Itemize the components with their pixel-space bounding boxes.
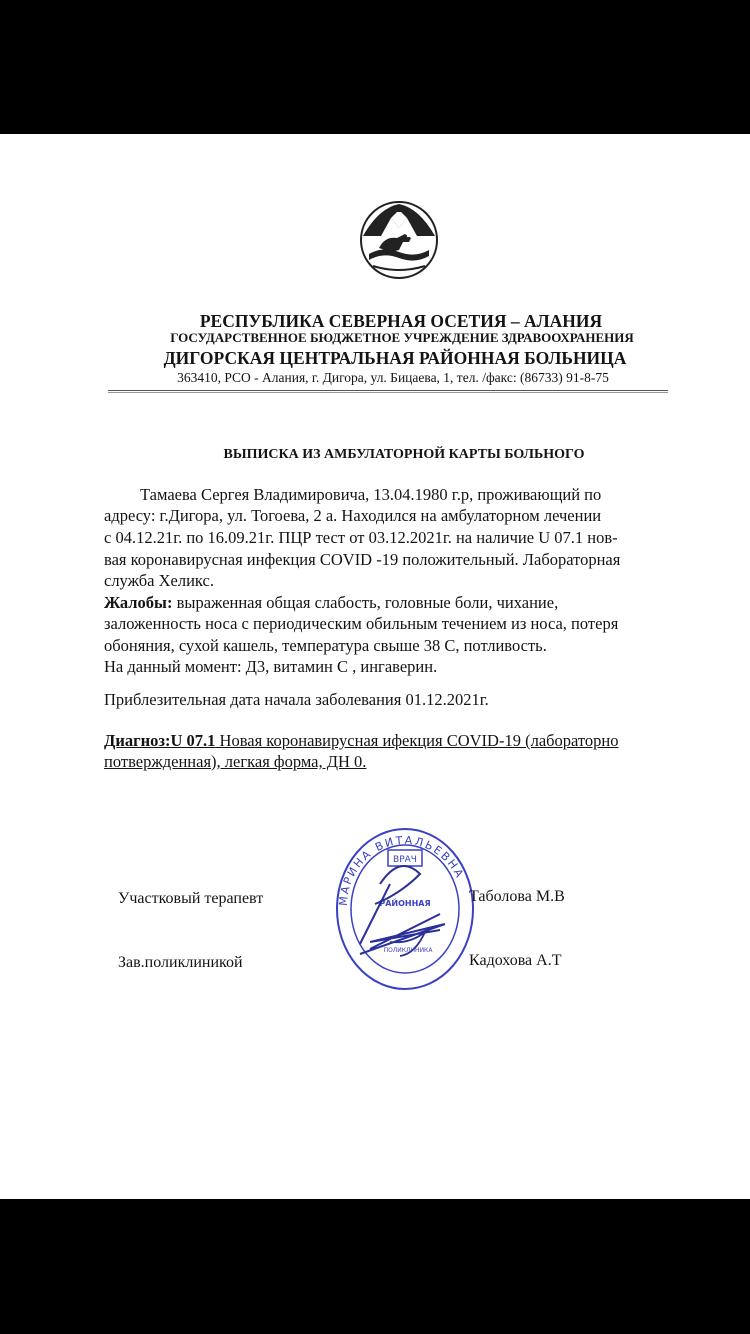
header-address: 363410, РСО - Алания, г. Дигора, ул. Бицаева, 1, тел. /факс: (86733) 91-8-75 (177, 370, 609, 385)
signatory-role-head: Зав.поликлиникой (118, 954, 243, 971)
complaints-label: Жалобы: (104, 593, 173, 612)
handwritten-signature (360, 866, 445, 954)
current-treatment-line: На данный момент: Д3, витамин С , ингаверин. (104, 657, 438, 676)
diagnosis-text: Новая коронавирусная ифекция COVID-19 (лабораторно (215, 731, 619, 750)
document-page (0, 134, 750, 1199)
diagnosis-line-continued: потвержденная), легкая форма, ДН 0. (104, 752, 367, 771)
signatory-role-therapist: Участковый терапевт (118, 890, 264, 907)
diagnosis-line (104, 731, 619, 751)
body-line: служба Хеликс. (104, 571, 214, 590)
stamp-top-word: ВРАЧ (393, 855, 417, 865)
complaints-line (104, 593, 558, 613)
stamp-middle-word-1: РАЙОННАЯ (379, 899, 431, 908)
official-stamp (330, 824, 480, 994)
complaints-line: обоняния, сухой кашель, температура свыше 38 С, потливость. (104, 636, 547, 655)
header-republic: РЕСПУБЛИКА СЕВЕРНАЯ ОСЕТИЯ – АЛАНИЯ (199, 311, 603, 331)
header-institution-type: ГОСУДАРСТВЕННОЕ БЮДЖЕТНОЕ УЧРЕЖДЕНИЕ ЗДРАВООХРАНЕНИЯ (170, 330, 634, 345)
stamp-middle-word-2: ПОЛИКЛИНИКА (383, 947, 433, 954)
document-title: ВЫПИСКА ИЗ АМБУЛАТОРНОЙ КАРТЫ БОЛЬНОГО (223, 447, 585, 462)
onset-date-line: Приблезительная дата начала заболевания 01.12.2021г. (104, 690, 489, 709)
complaints-text: выраженная общая слабость, головные боли, чихание, (172, 593, 559, 612)
header-divider (108, 390, 668, 391)
body-line: с 04.12.21г. по 16.09.21г. ПЦР тест от 03.12.2021г. на наличие U 07.1 нов- (104, 528, 618, 547)
body-line: адресу: г.Дигора, ул. Тогоева, 2 а. Находился на амбулаторном лечении (104, 506, 602, 525)
signatory-name-therapist: Таболова М.В (469, 888, 565, 905)
header-divider-secondary (108, 392, 668, 393)
complaints-line: заложенность носа с периодическим обильным течением из носа, потеря (104, 614, 619, 633)
body-line: вая коронавирусная инфекция COVID -19 положительный. Лабораторная (104, 550, 621, 569)
signatory-name-head: Кадохова А.Т (469, 952, 562, 969)
diagnosis-label: Диагноз:U 07.1 (104, 731, 216, 750)
stamp-ring-text: МАРИНА ВИТАЛЬЕВНА (336, 833, 467, 907)
body-line: Тамаева Сергея Владимировича, 13.04.1980 г.р, проживающий по (140, 485, 602, 504)
coat-of-arms-emblem (359, 200, 439, 280)
header-hospital-name: ДИГОРСКАЯ ЦЕНТРАЛЬНАЯ РАЙОННАЯ БОЛЬНИЦА (163, 348, 627, 368)
